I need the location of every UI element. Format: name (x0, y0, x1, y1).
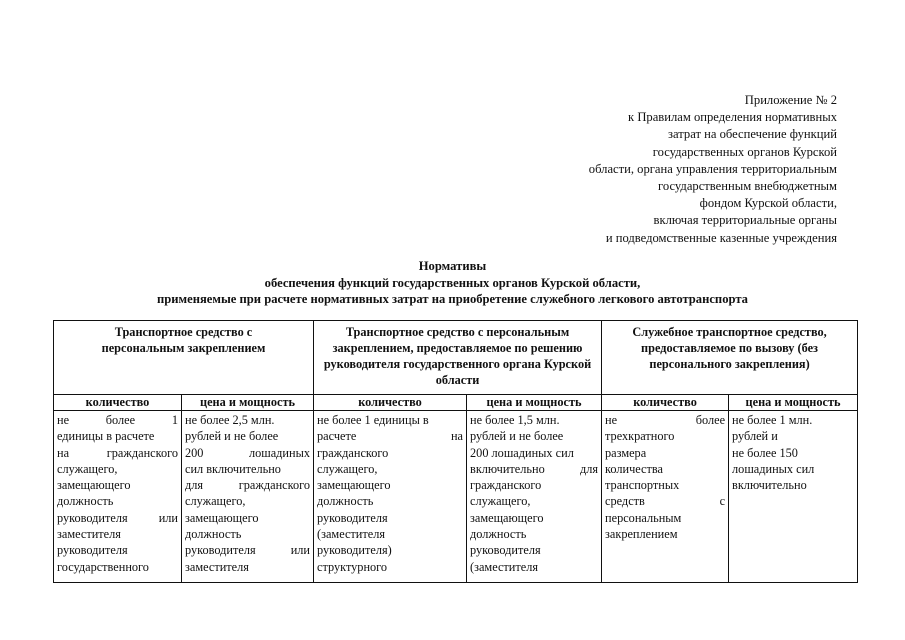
cell-line: руководителя (470, 543, 541, 558)
cell-word: 1 (171, 413, 178, 427)
cell-line: включительно (732, 478, 807, 493)
table-row (54, 411, 858, 583)
cell-line: служащего, (185, 494, 246, 509)
cell-line: должность (57, 494, 114, 509)
group-header-by-decision: Транспортное средство с персональным закреплением, предоставляемое по решению руководителя государственного органа Курской области (314, 321, 602, 395)
cell-word: 200 (185, 445, 204, 460)
table-cell-quantity-on-call (602, 411, 729, 583)
cell-word: не (57, 413, 70, 427)
cell-line: не более 150 (732, 445, 798, 460)
table-group-header-row (54, 321, 858, 395)
norms-table (53, 320, 858, 583)
cell-line: рублей и (732, 429, 778, 444)
cell-line (57, 445, 178, 461)
cell-line: не более 1,5 млн. (470, 413, 560, 427)
cell-line (605, 412, 725, 428)
table-cell-quantity-by-decision (314, 411, 467, 583)
cell-word: руководителя (57, 510, 128, 525)
cell-line: руководителя (317, 510, 388, 525)
cell-line: заместителя (57, 527, 121, 542)
cell-line (57, 412, 178, 428)
table-subheader-row (54, 395, 858, 411)
cell-line: руководителя (57, 543, 128, 558)
cell-line: рублей и не более (185, 429, 279, 444)
appendix-line: включая территориальные органы (653, 213, 837, 228)
cell-word: для (185, 478, 204, 493)
document-heading (0, 258, 905, 308)
cell-line: должность (317, 494, 374, 509)
appendix-line: области, органа управления территориальным (588, 161, 837, 176)
table-cell-quantity-personal (54, 411, 182, 583)
cell-line (57, 510, 178, 526)
column-header-price-power: цена и мощность (729, 395, 858, 411)
appendix-line: государственным внебюджетным (658, 179, 837, 194)
cell-word: средств (605, 494, 645, 509)
appendix-line: Приложение № 2 (744, 93, 837, 107)
cell-line: трехкратного (605, 429, 675, 444)
cell-word: не (605, 413, 618, 427)
cell-word: или (158, 510, 178, 525)
cell-line: лошадиных сил (732, 461, 815, 476)
heading-title: Нормативы (418, 259, 487, 273)
cell-line: (заместителя (317, 527, 386, 542)
cell-word: более (695, 413, 726, 427)
column-header-quantity: количество (602, 395, 729, 411)
cell-line: количества (605, 461, 663, 476)
appendix-line: затрат на обеспечение функций (668, 127, 837, 142)
heading-line: применяемые при расчете нормативных затрат на приобретение служебного легкового автотранспорта (157, 292, 748, 306)
cell-line: (заместителя (470, 559, 539, 574)
cell-line: замещающего (57, 478, 131, 493)
cell-word: руководителя (185, 543, 256, 558)
appendix-line: к Правилам определения нормативных (628, 110, 837, 125)
table-cell-price-by-decision (467, 411, 602, 583)
cell-line: рублей и не более (470, 429, 564, 444)
cell-line: не более 1 млн. (732, 413, 813, 427)
group-header-personal: Транспортное средство с персональным закреплением (54, 321, 314, 395)
cell-line: служащего, (317, 461, 378, 476)
cell-word: лошадиных (248, 445, 311, 460)
cell-line: сил включительно (185, 461, 281, 476)
cell-line: закреплением (605, 527, 678, 542)
column-header-quantity: количество (54, 395, 182, 411)
cell-line (605, 493, 725, 509)
table-cell-price-on-call (729, 411, 858, 583)
cell-line: служащего, (470, 494, 531, 509)
group-header-on-call: Служебное транспортное средство, предоставляемое по вызову (без персонального закрепления) (602, 321, 858, 395)
cell-line: замещающего (185, 510, 259, 525)
heading-line: обеспечения функций государственных органов Курской области, (264, 275, 641, 290)
cell-line: персональным (605, 510, 682, 525)
cell-line: заместителя (185, 559, 249, 574)
cell-word: на (450, 429, 464, 444)
cell-word: для (579, 461, 599, 476)
cell-word: на (57, 445, 70, 460)
cell-line: должность (470, 527, 527, 542)
cell-line (317, 428, 463, 444)
cell-word: с (719, 494, 726, 509)
cell-word: гражданского (106, 445, 178, 460)
cell-word: более (105, 413, 136, 427)
cell-word: расчете (317, 429, 357, 444)
column-header-quantity: количество (314, 395, 467, 411)
cell-line: государственного (57, 559, 149, 574)
cell-line (185, 477, 310, 493)
cell-line: 200 лошадиных сил (470, 445, 574, 460)
table-cell-price-personal (182, 411, 314, 583)
cell-line (470, 461, 598, 477)
cell-word: гражданского (238, 478, 311, 493)
cell-line: не более 1 единицы в (317, 413, 429, 427)
cell-line: замещающего (317, 478, 391, 493)
column-header-price-power: цена и мощность (182, 395, 314, 411)
cell-word: включительно (470, 461, 545, 476)
cell-line (185, 445, 310, 461)
appendix-line: государственных органов Курской (652, 144, 837, 159)
cell-line: гражданского (317, 445, 389, 460)
cell-word: или (290, 543, 311, 558)
cell-line: структурного (317, 559, 388, 574)
column-header-price-power: цена и мощность (467, 395, 602, 411)
cell-line: должность (185, 527, 242, 542)
cell-line (185, 542, 310, 558)
appendix-line: фондом Курской области, (699, 196, 837, 211)
appendix-line: и подведомственные казенные учреждения (605, 230, 837, 245)
cell-line: размера (605, 445, 647, 460)
cell-line: не более 2,5 млн. (185, 413, 275, 427)
cell-line: гражданского (470, 478, 542, 493)
cell-line: транспортных (605, 478, 680, 493)
appendix-block (477, 92, 837, 247)
cell-line: единицы в расчете (57, 429, 155, 444)
cell-line: служащего, (57, 461, 118, 476)
cell-line: руководителя) (317, 543, 392, 558)
cell-line: замещающего (470, 510, 544, 525)
